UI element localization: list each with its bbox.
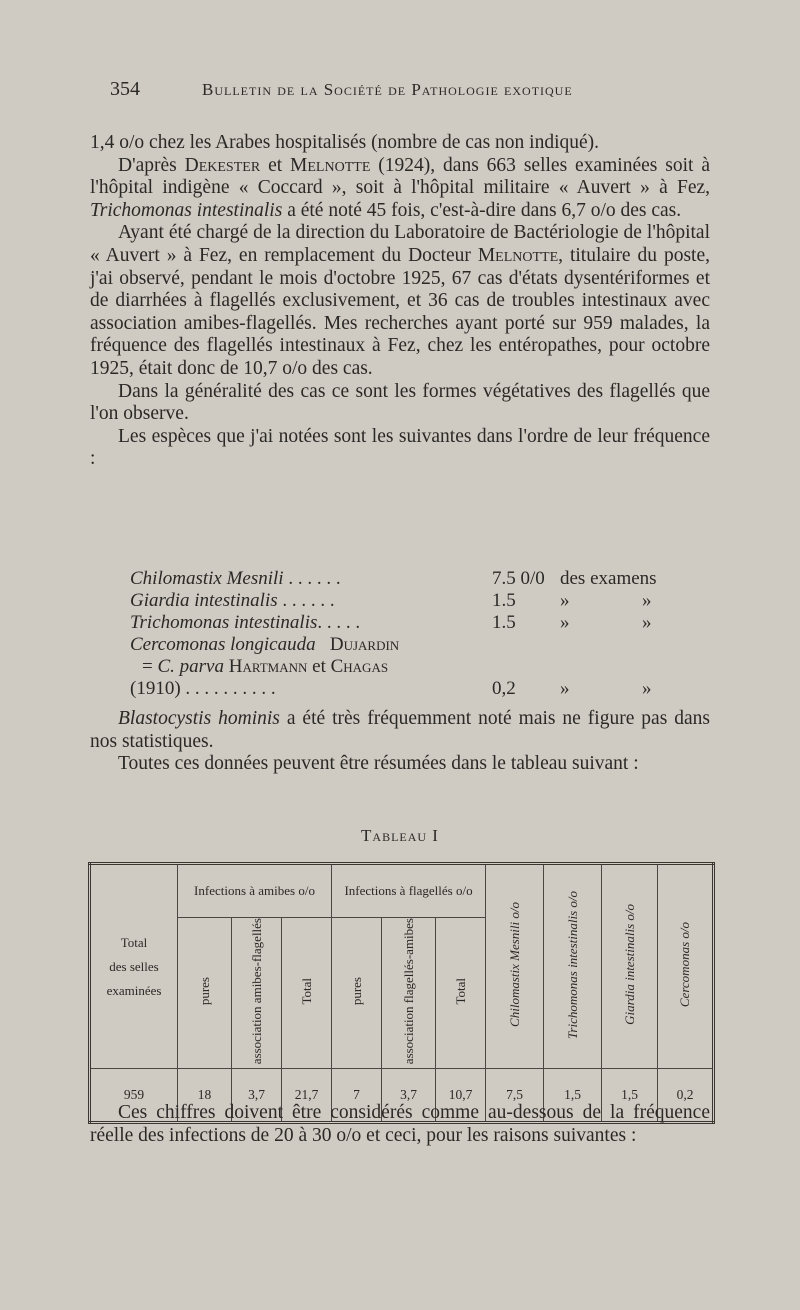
header-trichomonas: Trichomonas intestinalis o/o [544,864,602,1069]
header-flagelles-association: association flagellés-amibes [382,918,436,1069]
species-qualifier: » [642,590,652,611]
paragraph-5: Les espèces que j'ai notées sont les suivantes dans l'ordre de leur fréquence : [90,425,710,470]
table-cell: 3,7 [232,1069,282,1123]
table-cell: 1,5 [544,1069,602,1123]
species-qualifier: » [642,678,652,699]
paragraph-2: D'après Dekester et Melnotte (1924), dans 663 selles examinées soit à l'hôpital indigène « Coccard », soit à l'hôpital militaire « Auvert » à Fez, Trichomonas intestinalis a été noté 45 fois, c'est-à-dire dans 6,7 o/o des cas. [90,154,710,221]
species-row: Giardia intestinalis . . . . . . 1.5 » » [130,590,652,611]
frequency-table [88,862,715,1124]
body-text-bottom [90,1102,710,1147]
header-total-selles: Total des selles examinées [90,864,178,1069]
table-cell: 959 [90,1069,178,1123]
header-infections-flagelles: Infections à flagellés o/o [332,864,486,918]
species-list [130,568,690,700]
header-amibes-total: Total [282,918,332,1069]
paragraph-1: 1,4 o/o chez les Arabes hospitalisés (nombre de cas non indiqué). [90,132,600,153]
species-qualifier: des examens [560,568,657,589]
page-header [110,76,720,106]
paragraph-3: Ayant été chargé de la direction du Laboratoire de Bactériologie de l'hôpital « Auvert » à Fez, en remplacement du Docteur Melnotte, titulaire du poste, j'ai observé, pendant le mois d'octobre 1925, 67 cas d'états dysentériformes et de diarrhées à flagellés exclusivement, et 36 cas de troubles intestinaux avec association amibes-flagellés. Mes recherches ayant porté sur 959 malades, la fréquence des flagellés intestinaux à Fez, chez les entéropathes, pour octobre 1925, était donc de 10,7 o/o des cas. [90,222,710,379]
header-flagelles-total: Total [436,918,486,1069]
author-name: Chagas [330,656,389,677]
table-cell: 7,5 [486,1069,544,1123]
species-name: Blastocystis hominis [118,708,280,729]
species-name: Cercomonas longicauda [130,634,316,655]
running-title: Bulletin de la Société de Pathologie exotique [202,80,573,99]
table-cell: 21,7 [282,1069,332,1123]
author-name: Melnotte [477,244,559,266]
species-row [130,634,690,656]
author-name: Hartmann [228,656,308,677]
species-qualifier: » [560,612,570,633]
species-synonym-row: = C. parva Hartmann et Chagas [142,656,389,677]
species-name: Trichomonas intestinalis [90,199,283,221]
paragraph-8: Ces chiffres doivent être considérés comme au-dessous de la fréquence réelle des infections de 20 à 30 o/o et ceci, pour les raisons suivantes : [90,1102,710,1146]
species-name: Trichomonas intestinalis [130,612,318,633]
paragraph-6: Blastocystis hominis a été très fréquemment noté mais ne figure pas dans nos statistiques. [90,708,710,752]
header-infections-amibes: Infections à amibes o/o [178,864,332,918]
author-name: Dekester [184,154,261,176]
species-value: 1.5 [492,612,516,633]
species-value: 7.5 0/0 [492,568,545,589]
header-giardia: Giardia intestinalis o/o [602,864,658,1069]
table-cell: 3,7 [382,1069,436,1123]
species-row: Chilomastix Mesnili . . . . . . 7.5 0/0 des examens [130,568,657,589]
table-cell: 0,2 [658,1069,714,1123]
species-row: Trichomonas intestinalis. . . . . 1.5 » » [130,612,652,633]
species-name: Chilomastix Mesnili [130,568,284,589]
species-name: Giardia intestinalis [130,590,278,611]
species-name: C. parva [157,656,224,677]
table-cell: 7 [332,1069,382,1123]
header-amibes-association: association amibes-flagellés [232,918,282,1069]
table-cell: 18 [178,1069,232,1123]
body-text-middle [90,708,710,776]
header-chilomastix: Chilomastix Mesnili o/o [486,864,544,1069]
species-year: (1910) [130,678,181,699]
table-title: Tableau I [361,826,439,845]
species-value: 0,2 [492,678,516,699]
table-cell: 1,5 [602,1069,658,1123]
species-qualifier: » [560,678,570,699]
species-qualifier: » [560,590,570,611]
header-amibes-pures: pures [178,918,232,1069]
author-name: Dujardin [329,634,400,655]
species-value: 1.5 [492,590,516,611]
species-qualifier: » [642,612,652,633]
author-name: Melnotte [290,154,371,176]
paragraph-7: Toutes ces données peuvent être résumées dans le tableau suivant : [118,753,639,775]
header-cercomonas: Cercomonas o/o [658,864,714,1069]
page-number: 354 [110,78,140,100]
table-cell: 10,7 [436,1069,486,1123]
body-text-top [90,132,710,471]
header-flagelles-pures: pures [332,918,382,1069]
paragraph-4: Dans la généralité des cas ce sont les formes végétatives des flagellés que l'on observe. [90,380,710,425]
species-row: (1910) . . . . . . . . . . 0,2 » » [130,678,652,699]
